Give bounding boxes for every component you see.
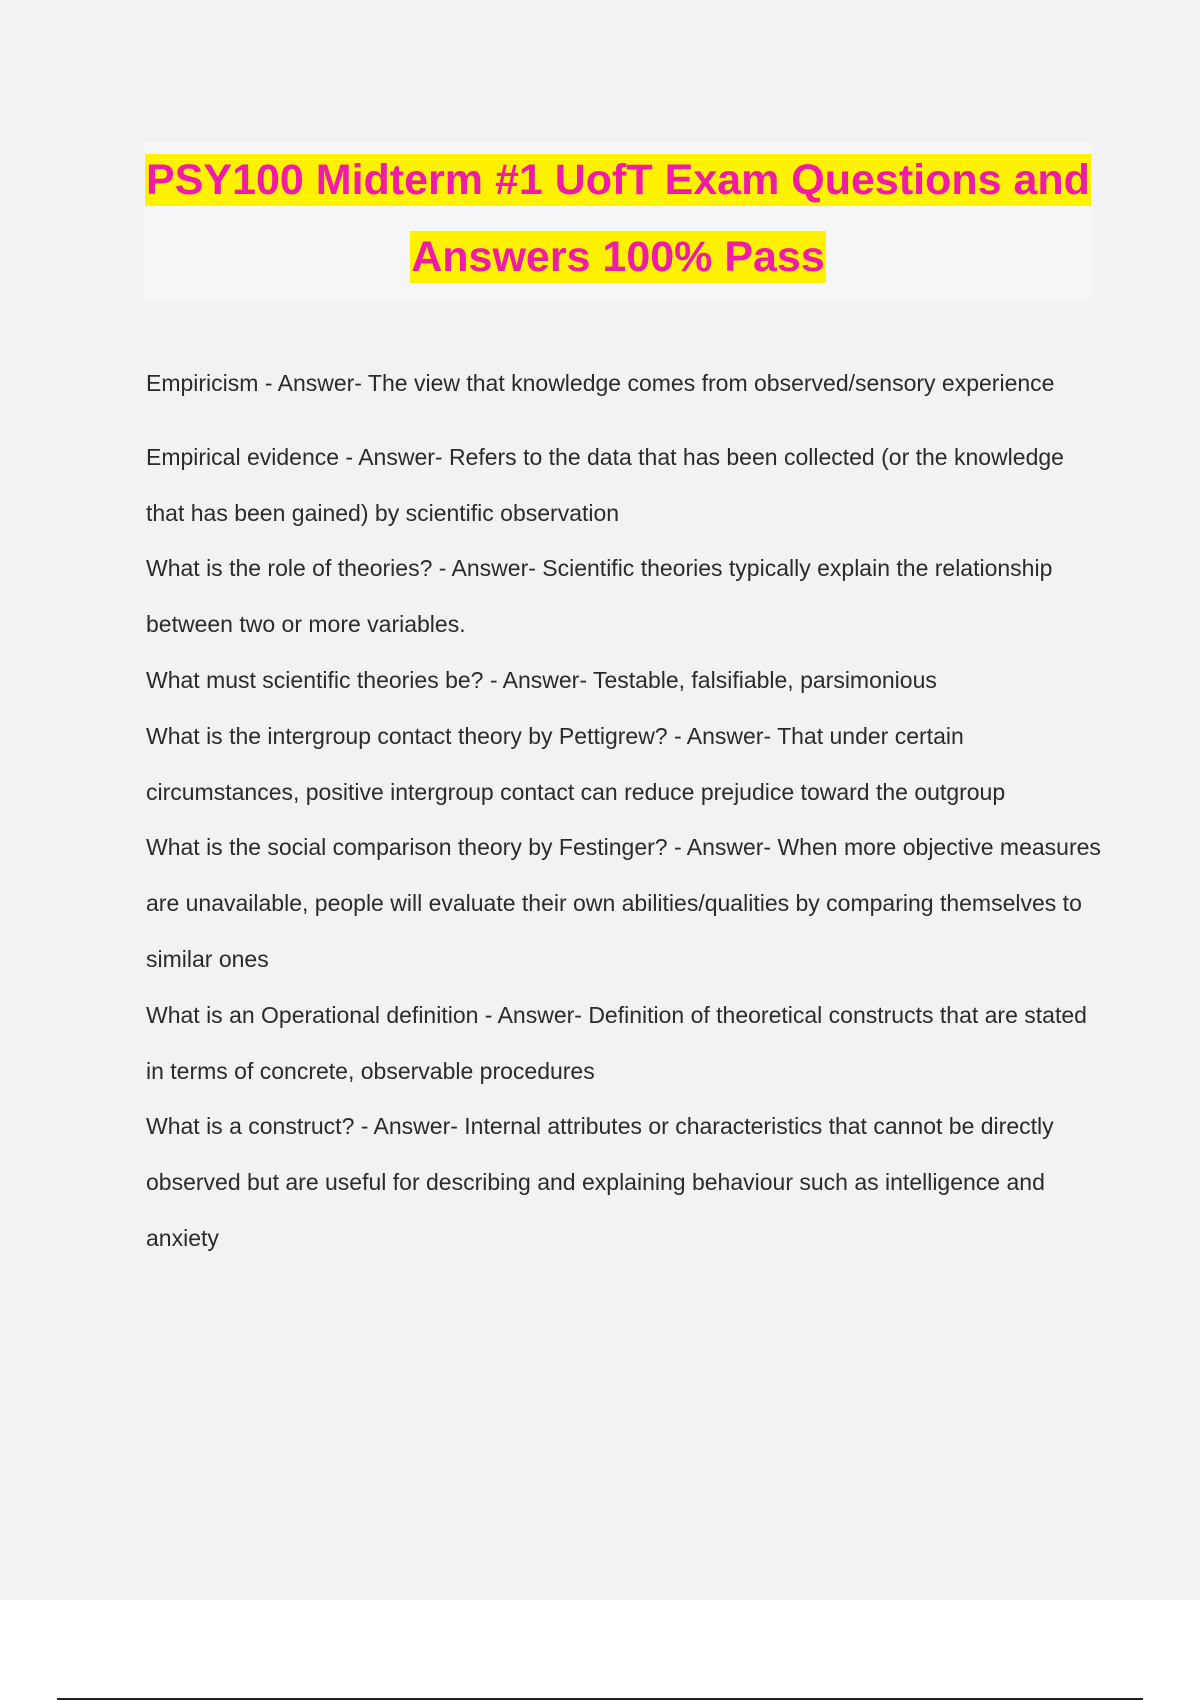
title-block xyxy=(144,142,1092,300)
qa-entry-social-comparison-theory: What is the social comparison theory by Festinger? - Answer- When more objective measures are unavailable, people will evaluate their own abilities/qualities by comparing themselves to similar ones xyxy=(146,834,1101,972)
qa-list xyxy=(146,356,1106,1267)
document-title-line-2: Answers 100% Pass xyxy=(411,233,825,281)
qa-entry-empirical-evidence: Empirical evidence - Answer- Refers to the data that has been collected (or the knowledge that has been gained) by scientific observation xyxy=(146,443,1064,526)
document-title-line-1: PSY100 Midterm #1 UofT Exam Questions and xyxy=(146,156,1090,204)
qa-entry-construct: What is a construct? - Answer- Internal attributes or characteristics that cannot be directly observed but are useful for describing and explaining behaviour such as intelligence and anxiety xyxy=(146,1113,1054,1251)
qa-entry-role-of-theories: What is the role of theories? - Answer- Scientific theories typically explain the relationship between two or more variables. xyxy=(146,555,1053,638)
qa-entry-empiricism: Empiricism - Answer- The view that knowledge comes from observed/sensory experience xyxy=(146,370,1055,396)
qa-entry-intergroup-contact-theory: What is the intergroup contact theory by Pettigrew? - Answer- That under certain circumstances, positive intergroup contact can reduce prejudice toward the outgroup xyxy=(146,722,1006,805)
document-title xyxy=(144,142,1092,296)
qa-entry-scientific-theories-must-be: What must scientific theories be? - Answer- Testable, falsifiable, parsimonious xyxy=(146,666,937,693)
qa-entry-operational-definition: What is an Operational definition - Answer- Definition of theoretical constructs that are stated in terms of concrete, observable procedures xyxy=(146,1001,1087,1084)
